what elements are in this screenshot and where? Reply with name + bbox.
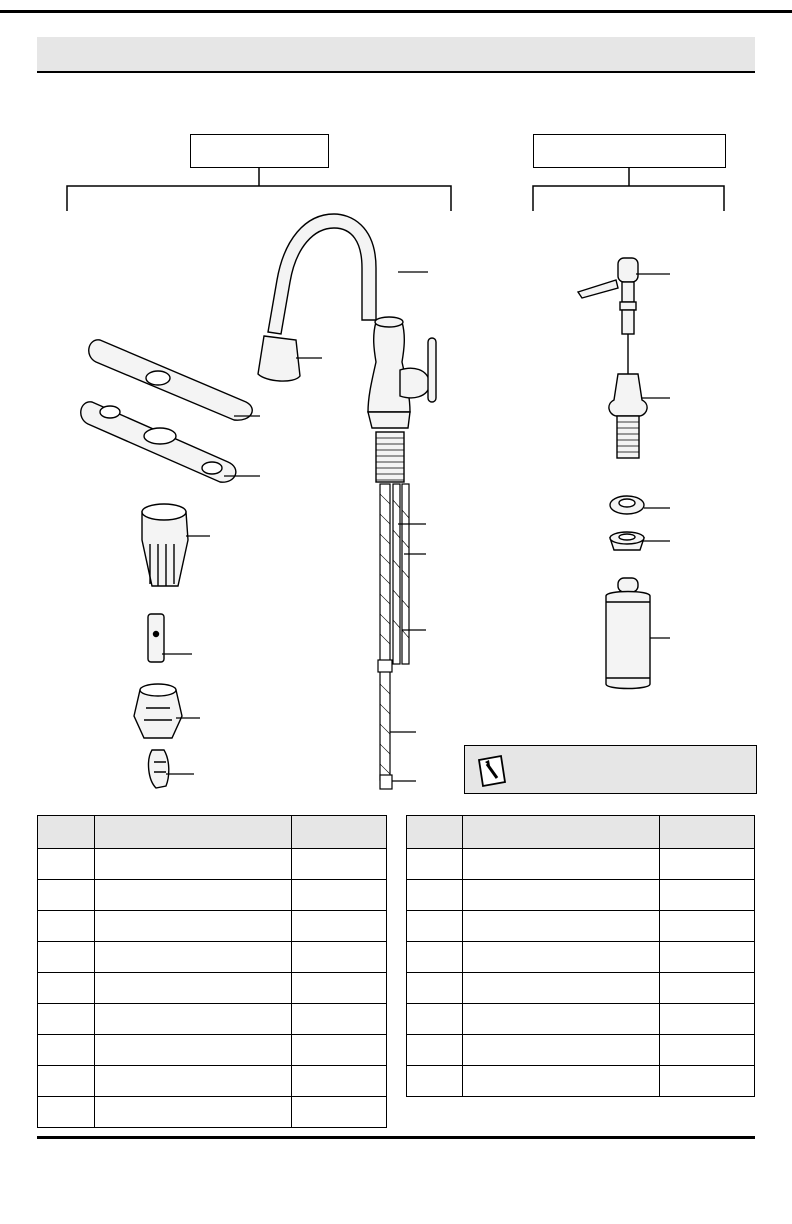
table-cell (94, 1004, 291, 1035)
table-cell (38, 849, 95, 880)
table-header-row (38, 816, 387, 849)
table-cell (94, 1066, 291, 1097)
faucet-illustration (258, 214, 436, 482)
table-cell (291, 1035, 386, 1066)
soap-washer (610, 496, 644, 514)
table-cell (659, 1035, 754, 1066)
table-cell (407, 1066, 463, 1097)
table-cell (407, 1004, 463, 1035)
table-row (407, 880, 755, 911)
table-cell (291, 849, 386, 880)
table-cell (38, 911, 95, 942)
table-cell (94, 880, 291, 911)
table-row (38, 942, 387, 973)
table-cell (407, 973, 463, 1004)
pull-down-hose (380, 484, 390, 780)
table-row (38, 1004, 387, 1035)
table-row (38, 1035, 387, 1066)
callout-leaders (162, 272, 670, 781)
table-row (407, 1066, 755, 1097)
col-header-description (462, 816, 659, 849)
weight-collar (134, 684, 182, 738)
faucet-handle-lever (428, 338, 436, 402)
table-cell (659, 973, 754, 1004)
table-row (407, 1004, 755, 1035)
table-cell (462, 1066, 659, 1097)
table-cell (94, 1097, 291, 1128)
table-cell (38, 880, 95, 911)
hose-clip (149, 750, 169, 788)
col-header-quantity (291, 816, 386, 849)
table-cell (659, 1066, 754, 1097)
table-row (407, 1035, 755, 1066)
supply-hose-hot (393, 484, 400, 664)
col-header-part (407, 816, 463, 849)
table-cell (462, 1004, 659, 1035)
faucet-base (368, 412, 410, 428)
table-cell (291, 880, 386, 911)
col-header-description (94, 816, 291, 849)
table-row (407, 849, 755, 880)
table-row (38, 1066, 387, 1097)
table-cell (659, 880, 754, 911)
table-cell (94, 849, 291, 880)
table-cell (38, 973, 95, 1004)
hose-connector (378, 660, 392, 672)
table-cell (94, 911, 291, 942)
parts-table-left (37, 815, 387, 1128)
table-cell (659, 942, 754, 973)
table-header-row (407, 816, 755, 849)
table-cell (407, 1035, 463, 1066)
soap-dispenser-body (609, 374, 647, 458)
table-cell (94, 1035, 291, 1066)
table-cell (38, 1035, 95, 1066)
note-box (464, 745, 757, 794)
soap-pump-head (578, 258, 638, 374)
table-cell (291, 911, 386, 942)
table-cell (38, 1004, 95, 1035)
table-row (38, 849, 387, 880)
table-row (407, 973, 755, 1004)
faucet-body-cap (375, 317, 403, 327)
table-cell (291, 1097, 386, 1128)
group-brackets (67, 167, 724, 211)
note-pencil-icon (471, 750, 511, 790)
table-cell (659, 911, 754, 942)
table-row (407, 942, 755, 973)
parts-table-right (406, 815, 755, 1097)
faucet-body (368, 322, 410, 412)
table-cell (38, 1097, 95, 1128)
table-cell (659, 1004, 754, 1035)
faucet-handle-hub (400, 368, 430, 398)
bottom-rule (37, 1136, 755, 1139)
pull-down-spray-head (258, 336, 300, 381)
table-cell (38, 942, 95, 973)
table-row (38, 911, 387, 942)
table-row (38, 880, 387, 911)
table-cell (291, 1066, 386, 1097)
threaded-shank (376, 432, 404, 482)
hose-end-fitting (380, 775, 392, 789)
table-cell (407, 880, 463, 911)
col-header-quantity (659, 816, 754, 849)
table-cell (407, 849, 463, 880)
table-cell (462, 942, 659, 973)
table-row (38, 973, 387, 1004)
table-cell (94, 973, 291, 1004)
table-cell (462, 911, 659, 942)
table-cell (291, 942, 386, 973)
soap-bottle (606, 578, 650, 689)
mounting-nut (142, 504, 188, 586)
table-cell (462, 849, 659, 880)
table-cell (659, 849, 754, 880)
faucet-spout (268, 214, 376, 334)
table-cell (462, 1035, 659, 1066)
soap-nut (610, 532, 644, 550)
table-cell (38, 1066, 95, 1097)
hose-weight (148, 614, 164, 662)
table-cell (462, 973, 659, 1004)
table-cell (407, 911, 463, 942)
table-cell (462, 880, 659, 911)
col-header-part (38, 816, 95, 849)
table-cell (291, 1004, 386, 1035)
table-row (38, 1097, 387, 1128)
table-row (407, 911, 755, 942)
table-cell (94, 942, 291, 973)
table-cell (407, 942, 463, 973)
deck-gasket (81, 402, 236, 482)
table-cell (291, 973, 386, 1004)
